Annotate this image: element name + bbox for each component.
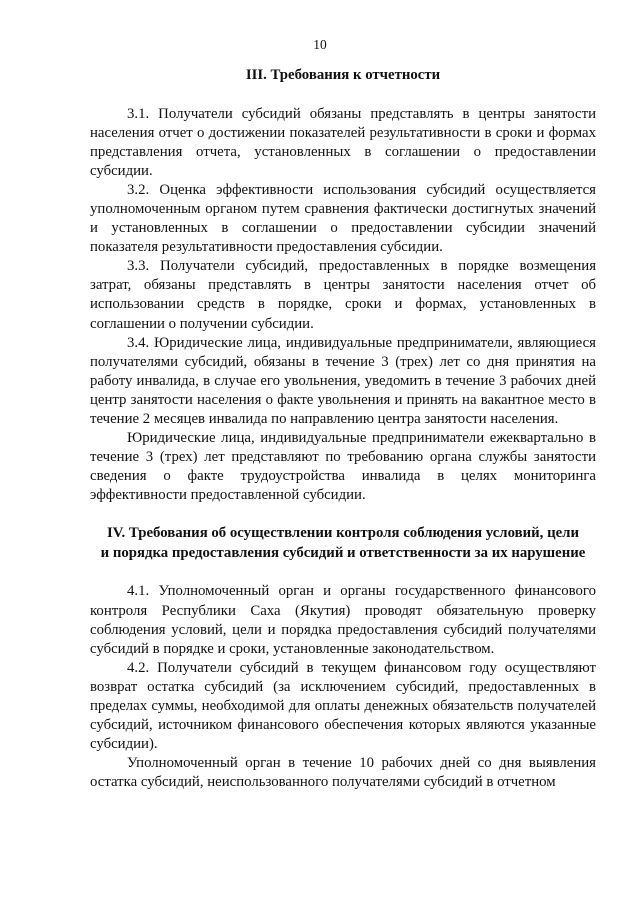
page-number: 10 <box>313 37 327 52</box>
paragraph-4-2: 4.2. Получатели субсидий в текущем финансовом году осуществляют возврат остатка субсидий (за исключением субсидий, предоставленных в пределах суммы, необходимой для оплаты денежных обязательств получателей субсидий, источником финансового обеспечения которых являются указанные субсидии). <box>90 659 596 753</box>
paragraph-4-2-continued: Уполномоченный орган в течение 10 рабочих дней со дня выявления остатка субсидий, неиспользованного получателями субсидий в отчетном <box>90 755 596 791</box>
paragraph-3-4-continued: Юридические лица, индивидуальные предприниматели ежеквартально в течение 3 (трех) лет представляют по требованию органа службы занятости сведения о факте трудоустройства инвалида в целях мониторинга эффективности предоставленной субсидии. <box>90 430 596 504</box>
section-heading-4-line-1: IV. Требования об осуществлении контроля соблюдения условий, цели <box>106 525 579 542</box>
paragraph-4-1: 4.1. Уполномоченный орган и органы государственного финансового контроля Республики Саха (Якутия) проводят обязательную проверку соблюдения условий, цели и порядка предоставления субсидий получателями субсидий в порядке и сроки, установленные законодательством. <box>90 583 596 657</box>
section-heading-4-line-2: и порядка предоставления субсидий и ответственности за их нарушение <box>100 544 586 561</box>
document-body <box>90 66 596 793</box>
paragraph-3-4: 3.4. Юридические лица, индивидуальные предприниматели, являющиеся получателями субсидий, обязаны в течение 3 (трех) лет со дня принятия на работу инвалида, в случае его увольнения, уведомить в течение 3 рабочих дней центр занятости населения о факте увольнения и принять на вакантное место в течение 2 месяцев инвалида по направлению центра занятости населения. <box>90 334 596 427</box>
paragraph-3-1: 3.1. Получатели субсидий обязаны представлять в центры занятости населения отчет о достижении показателей результативности в сроки и формах представления отчета, установленных в соглашении о предоставлении субсидии. <box>90 105 596 179</box>
section-heading-3: III. Требования к отчетности <box>245 67 441 83</box>
paragraph-3-3: 3.3. Получатели субсидий, предоставленных в порядке возмещения затрат, обязаны представлять в центры занятости населения отчет об использовании средств в порядке, сроки и формах, установленных в соглашении о получении субсидии. <box>90 258 596 332</box>
paragraph-3-2: 3.2. Оценка эффективности использования субсидий осуществляется уполномоченным органом путем сравнения фактически достигнутых значений и установленных в соглашении о предоставлении субсидии значений показателя результативности предоставления субсидии. <box>90 181 596 256</box>
section-heading-4 <box>90 524 596 563</box>
